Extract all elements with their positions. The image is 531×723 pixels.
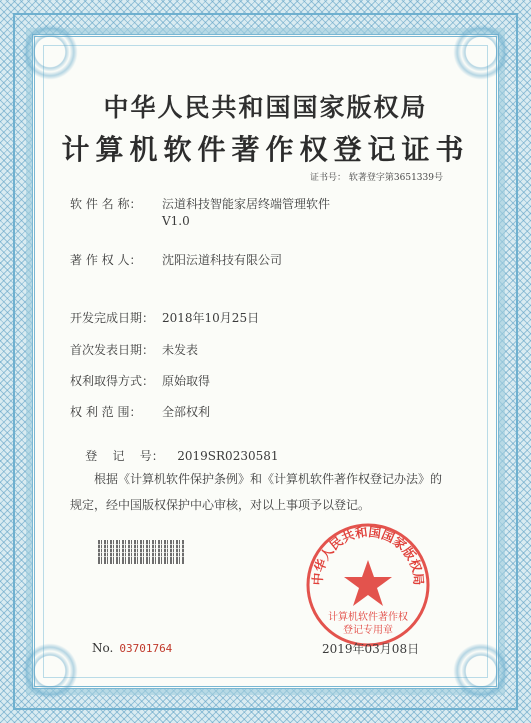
- field-value: 2019SR0230581: [177, 449, 279, 463]
- field-label: 首次发表日期：: [70, 343, 155, 357]
- field-value: 2018年10月25日: [162, 311, 260, 325]
- field-label: 权 利 范 围：: [70, 405, 142, 419]
- legal-statement: [70, 466, 470, 518]
- field-acquisition-method: [70, 372, 210, 389]
- corner-ornament-icon: [15, 636, 85, 706]
- field-completion-date: [70, 309, 259, 326]
- seal-line1: 计算机软件著作权: [328, 612, 408, 623]
- field-label: 软 件 名 称：: [70, 197, 142, 211]
- issue-date: 2019年03月08日: [322, 642, 420, 656]
- serial-number-label: No.: [92, 641, 114, 655]
- field-value: 沄道科技智能家居终端管理软件: [162, 197, 331, 211]
- field-label: 登 记 号：: [85, 449, 164, 463]
- corner-ornament-icon: [446, 636, 516, 706]
- field-value: 沈阳沄道科技有限公司: [162, 253, 283, 267]
- certificate-title: 计算机软件著作权登记证书: [61, 133, 470, 166]
- legal-statement-line: 根据《计算机软件保护条例》和《计算机软件著作权登记办法》的: [94, 472, 443, 486]
- field-rights-scope: [70, 403, 210, 420]
- field-copyright-owner: [70, 251, 282, 268]
- serial-number-value: 03701764: [119, 642, 173, 655]
- seal-line2: 登记专用章: [343, 625, 393, 636]
- certificate-number: [310, 170, 443, 183]
- field-publication-date: [70, 341, 198, 358]
- field-software-name: [70, 195, 330, 228]
- corner-ornament-icon: [446, 17, 516, 87]
- certificate-number-label: 证书号：: [310, 173, 347, 183]
- field-value: 全部权利: [162, 405, 211, 419]
- field-label: 开发完成日期：: [70, 311, 155, 325]
- field-value: 原始取得: [162, 374, 211, 388]
- field-value: 未发表: [162, 343, 199, 357]
- serial-number: [92, 641, 172, 655]
- field-value-version: V1.0: [162, 214, 190, 228]
- corner-ornament-icon: [15, 17, 85, 87]
- legal-statement-line: 规定，经中国版权保护中心审核，对以上事项予以登记。: [70, 498, 371, 512]
- field-label: 著 作 权 人：: [70, 253, 142, 267]
- official-seal-icon: [303, 520, 433, 650]
- seal-star-icon: [344, 560, 392, 606]
- seal-ring-text: 中华人民共和国国家版权局: [309, 524, 427, 586]
- issuer-title: 中华人民共和国国家版权局: [103, 93, 428, 122]
- certificate-number-value: 软著登字第3651339号: [348, 173, 443, 183]
- field-label: 权利取得方式：: [70, 374, 155, 388]
- barcode-icon: [98, 540, 184, 564]
